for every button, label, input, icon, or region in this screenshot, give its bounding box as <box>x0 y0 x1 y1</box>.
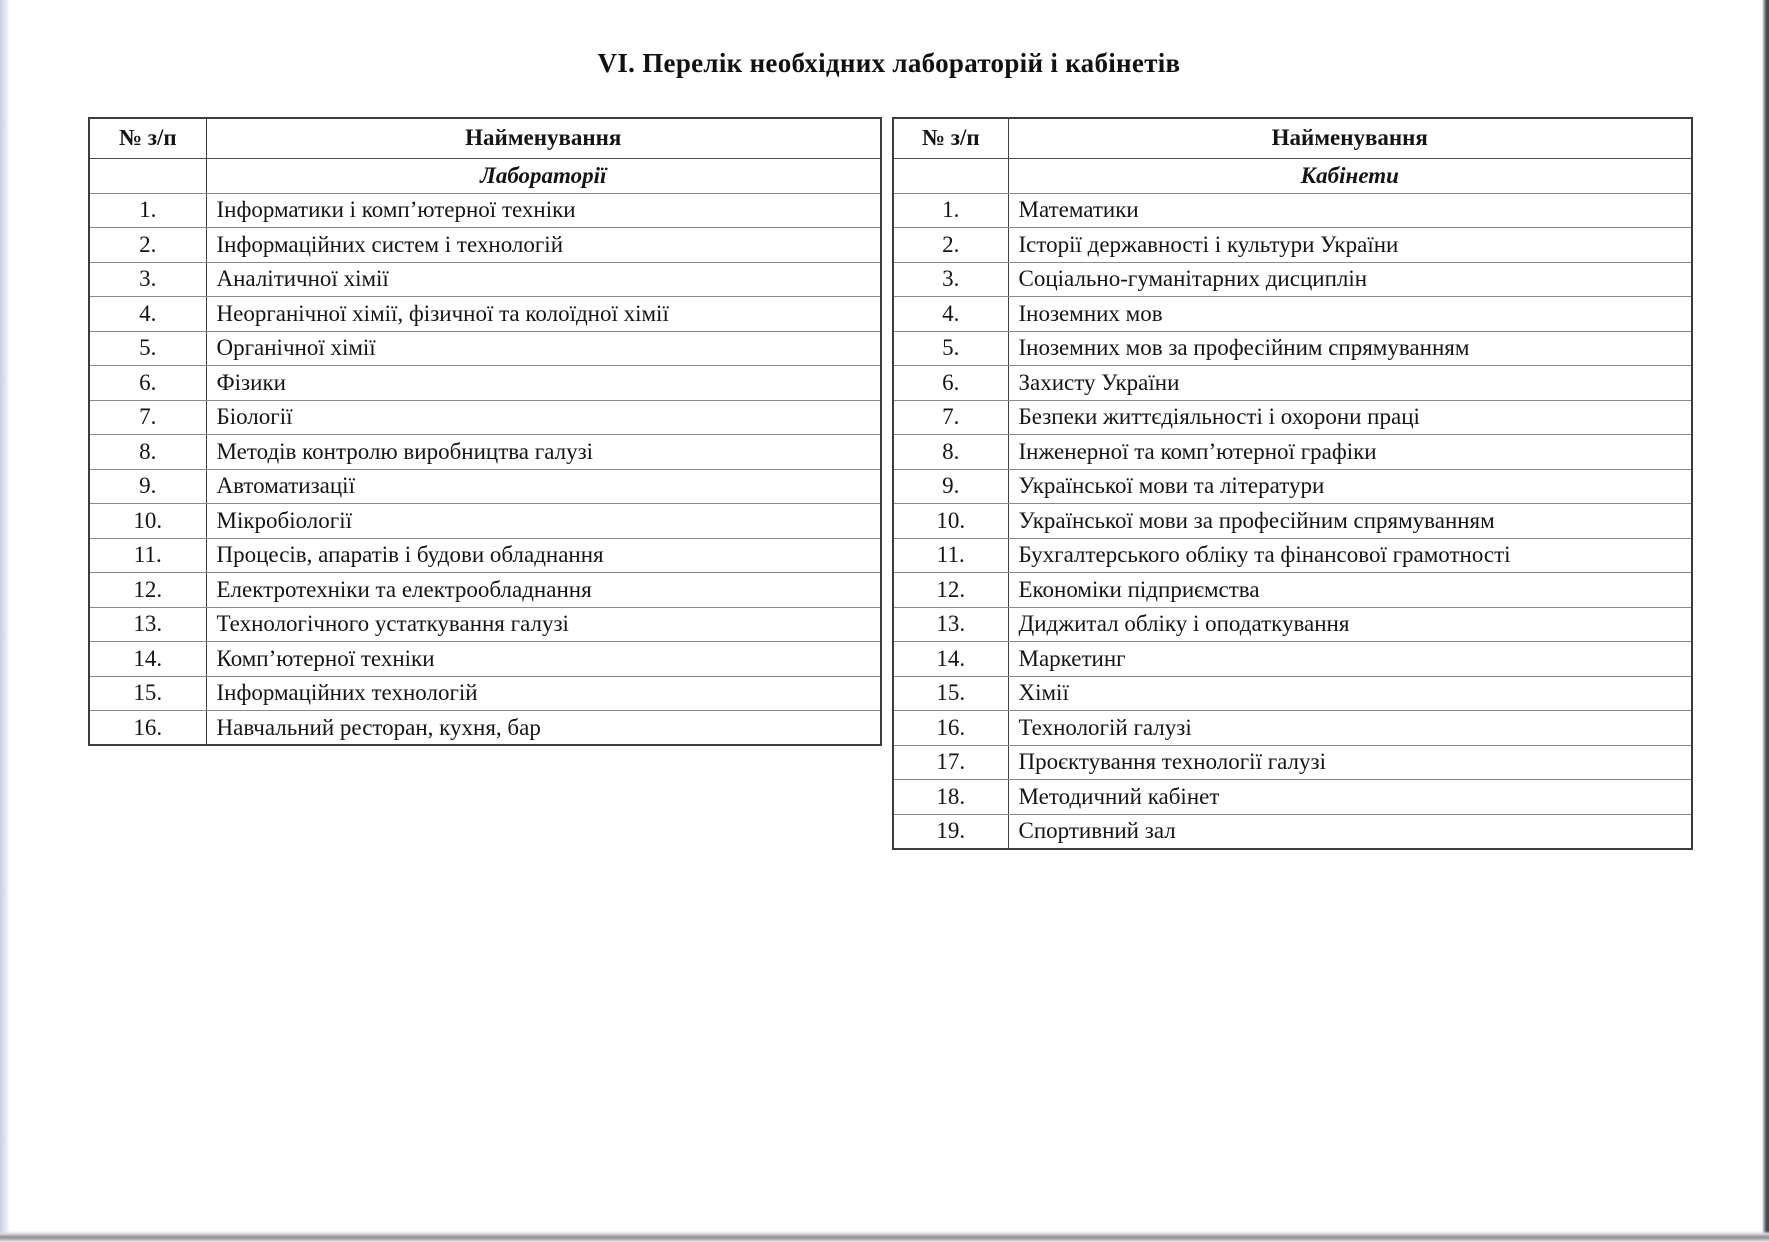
table-row <box>893 745 1692 780</box>
row-name-cell: Автоматизації <box>206 469 881 504</box>
row-number-cell: 11. <box>89 538 206 573</box>
row-number-cell: 15. <box>893 676 1008 711</box>
table-row <box>893 193 1692 228</box>
table-row <box>89 573 881 608</box>
table-row <box>89 642 881 677</box>
row-name-cell: Технологій галузі <box>1008 711 1692 746</box>
table-row <box>89 297 881 332</box>
row-number-cell: 10. <box>893 504 1008 539</box>
table-row <box>893 331 1692 366</box>
row-name-cell: Диджитал обліку і оподаткування <box>1008 607 1692 642</box>
laboratories-table-body <box>89 193 881 745</box>
row-name-cell: Іноземних мов за професійним спрямуванням <box>1008 331 1692 366</box>
row-number-cell: 16. <box>893 711 1008 746</box>
row-number-cell: 2. <box>89 228 206 263</box>
row-number-cell: 13. <box>89 607 206 642</box>
row-number-cell: 8. <box>893 435 1008 470</box>
row-name-cell: Процесів, апаратів і будови обладнання <box>206 538 881 573</box>
row-name-cell: Інформатики і комп’ютерної техніки <box>206 193 881 228</box>
table-row <box>893 400 1692 435</box>
page-title: VI. Перелік необхідних лабораторій і кабінетів <box>597 48 1181 78</box>
row-name-cell: Спортивний зал <box>1008 814 1692 849</box>
row-number-cell: 15. <box>89 676 206 711</box>
laboratories-section-title: Лабораторії <box>206 158 881 193</box>
table-row <box>89 504 881 539</box>
row-number-cell: 8. <box>89 435 206 470</box>
table-row <box>893 262 1692 297</box>
table-row <box>893 607 1692 642</box>
row-name-cell: Соціально-гуманітарних дисциплін <box>1008 262 1692 297</box>
cabinets-name-column-header: Найменування <box>1008 118 1692 158</box>
row-number-cell: 9. <box>893 469 1008 504</box>
table-row <box>893 642 1692 677</box>
row-number-cell: 13. <box>893 607 1008 642</box>
row-name-cell: Методичний кабінет <box>1008 780 1692 815</box>
row-name-cell: Електротехніки та електрообладнання <box>206 573 881 608</box>
table-row <box>89 331 881 366</box>
row-name-cell: Інформаційних технологій <box>206 676 881 711</box>
row-name-cell: Неорганічної хімії, фізичної та колоїдної хімії <box>206 297 881 332</box>
empty-cell <box>893 158 1008 193</box>
row-name-cell: Методів контролю виробництва галузі <box>206 435 881 470</box>
row-name-cell: Комп’ютерної техніки <box>206 642 881 677</box>
table-row <box>893 814 1692 849</box>
row-number-cell: 5. <box>89 331 206 366</box>
row-name-cell: Маркетинг <box>1008 642 1692 677</box>
laboratories-number-column-header: № з/п <box>89 118 206 158</box>
table-row <box>893 435 1692 470</box>
laboratories-header-row <box>89 118 881 158</box>
scan-edge-right <box>1762 0 1769 1242</box>
row-name-cell: Фізики <box>206 366 881 401</box>
table-row <box>89 435 881 470</box>
row-number-cell: 16. <box>89 711 206 746</box>
row-number-cell: 4. <box>89 297 206 332</box>
row-name-cell: Хімії <box>1008 676 1692 711</box>
cabinets-section-row <box>893 158 1692 193</box>
row-number-cell: 14. <box>89 642 206 677</box>
table-row <box>893 228 1692 263</box>
cabinets-section-title: Кабінети <box>1008 158 1692 193</box>
laboratories-table <box>88 117 882 746</box>
table-row <box>893 366 1692 401</box>
row-number-cell: 18. <box>893 780 1008 815</box>
table-row <box>89 193 881 228</box>
row-number-cell: 12. <box>893 573 1008 608</box>
row-name-cell: Інженерної та комп’ютерної графіки <box>1008 435 1692 470</box>
cabinets-table <box>892 117 1693 850</box>
row-number-cell: 9. <box>89 469 206 504</box>
row-name-cell: Української мови за професійним спрямуванням <box>1008 504 1692 539</box>
row-number-cell: 6. <box>893 366 1008 401</box>
row-name-cell: Інформаційних систем і технологій <box>206 228 881 263</box>
row-name-cell: Іноземних мов <box>1008 297 1692 332</box>
table-row <box>89 262 881 297</box>
table-row <box>89 676 881 711</box>
row-number-cell: 2. <box>893 228 1008 263</box>
row-name-cell: Аналітичної хімії <box>206 262 881 297</box>
row-name-cell: Економіки підприємства <box>1008 573 1692 608</box>
table-row <box>89 228 881 263</box>
scan-edge-bottom <box>0 1231 1769 1242</box>
row-number-cell: 7. <box>893 400 1008 435</box>
row-name-cell: Біології <box>206 400 881 435</box>
laboratories-section-row <box>89 158 881 193</box>
cabinets-header-row <box>893 118 1692 158</box>
table-row <box>893 780 1692 815</box>
row-name-cell: Історії державності і культури України <box>1008 228 1692 263</box>
table-row <box>893 711 1692 746</box>
row-number-cell: 6. <box>89 366 206 401</box>
row-number-cell: 3. <box>89 262 206 297</box>
row-name-cell: Безпеки життєдіяльності і охорони праці <box>1008 400 1692 435</box>
row-number-cell: 7. <box>89 400 206 435</box>
table-row <box>893 538 1692 573</box>
table-row <box>893 297 1692 332</box>
row-name-cell: Математики <box>1008 193 1692 228</box>
row-number-cell: 4. <box>893 297 1008 332</box>
row-number-cell: 12. <box>89 573 206 608</box>
table-row <box>89 400 881 435</box>
row-number-cell: 3. <box>893 262 1008 297</box>
cabinets-table-body <box>893 193 1692 849</box>
row-name-cell: Органічної хімії <box>206 331 881 366</box>
laboratories-name-column-header: Найменування <box>206 118 881 158</box>
row-number-cell: 1. <box>893 193 1008 228</box>
table-row <box>89 711 881 746</box>
table-row <box>89 469 881 504</box>
row-number-cell: 14. <box>893 642 1008 677</box>
row-name-cell: Технологічного устаткування галузі <box>206 607 881 642</box>
row-number-cell: 11. <box>893 538 1008 573</box>
empty-cell <box>89 158 206 193</box>
table-row <box>89 366 881 401</box>
row-name-cell: Навчальний ресторан, кухня, бар <box>206 711 881 746</box>
table-row <box>893 469 1692 504</box>
row-name-cell: Мікробіології <box>206 504 881 539</box>
row-name-cell: Української мови та літератури <box>1008 469 1692 504</box>
cabinets-number-column-header: № з/п <box>893 118 1008 158</box>
table-row <box>89 538 881 573</box>
row-number-cell: 17. <box>893 745 1008 780</box>
row-number-cell: 10. <box>89 504 206 539</box>
row-name-cell: Бухгалтерського обліку та фінансової грамотності <box>1008 538 1692 573</box>
row-name-cell: Проєктування технології галузі <box>1008 745 1692 780</box>
row-number-cell: 19. <box>893 814 1008 849</box>
scan-edge-left <box>0 0 10 1242</box>
table-row <box>893 504 1692 539</box>
row-number-cell: 5. <box>893 331 1008 366</box>
row-number-cell: 1. <box>89 193 206 228</box>
row-name-cell: Захисту України <box>1008 366 1692 401</box>
table-row <box>893 573 1692 608</box>
table-row <box>89 607 881 642</box>
table-row <box>893 676 1692 711</box>
